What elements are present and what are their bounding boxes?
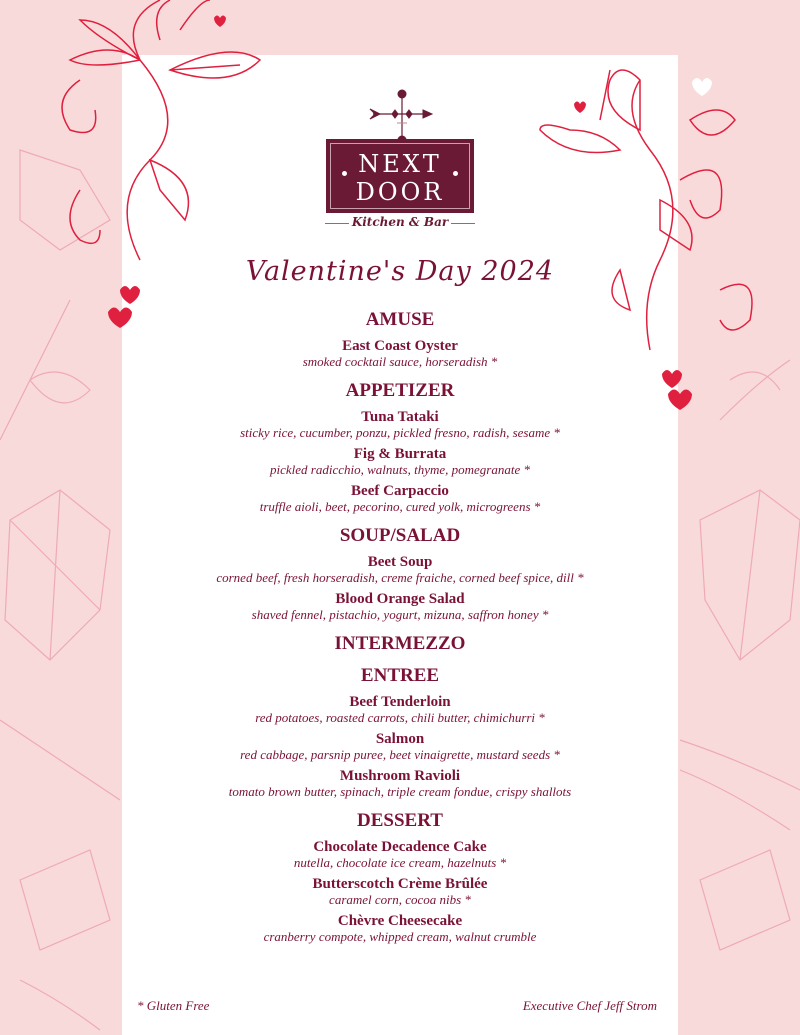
menu-item	[122, 876, 678, 908]
menu-item-name: Blood Orange Salad	[335, 591, 465, 607]
next-door-logo	[325, 85, 475, 235]
menu-item	[122, 694, 678, 726]
page-title: Valentine's Day 2024	[245, 256, 555, 287]
menu-item-description: caramel corn, cocoa nibs *	[329, 892, 471, 907]
menu-item-description: shaved fennel, pistachio, yogurt, mizuna, saffron honey *	[251, 607, 549, 622]
menu-item-name: Beef Carpaccio	[351, 483, 449, 499]
gluten-free-note: * Gluten Free	[137, 998, 210, 1013]
menu-item-name: Butterscotch Crème Brûlée	[312, 876, 488, 892]
menu-item-description: smoked cocktail sauce, horseradish *	[302, 354, 498, 369]
logo-line-1: NEXT	[358, 150, 442, 178]
menu-item	[122, 913, 678, 945]
menu-item-name: Beef Tenderloin	[349, 694, 451, 710]
menu-item-name: East Coast Oyster	[342, 338, 458, 354]
menu-item-description: sticky rice, cucumber, ponzu, pickled fresno, radish, sesame *	[240, 425, 560, 440]
logo-plate	[326, 139, 474, 213]
logo-line-2: DOOR	[355, 178, 445, 206]
menu-item-name: Chocolate Decadence Cake	[313, 839, 487, 855]
menu-item-description: nutella, chocolate ice cream, hazelnuts *	[293, 855, 507, 870]
menu-item-description: pickled radicchio, walnuts, thyme, pomegranate *	[270, 462, 530, 477]
menu-list	[122, 309, 678, 950]
menu-item-name: Mushroom Ravioli	[339, 768, 461, 784]
menu-item	[122, 338, 678, 370]
menu-item	[122, 446, 678, 478]
menu-item-description: tomato brown butter, spinach, triple cream fondue, crispy shallots	[228, 784, 572, 799]
section-heading: INTERMEZZO	[334, 633, 466, 654]
menu-item-name: Tuna Tataki	[361, 409, 439, 425]
menu-item-description: cranberry compote, whipped cream, walnut crumble	[263, 929, 537, 944]
section-heading: DESSERT	[357, 810, 443, 831]
menu-item	[122, 768, 678, 800]
section-heading: ENTREE	[360, 665, 440, 686]
menu-item-description: corned beef, fresh horseradish, creme fraiche, corned beef spice, dill *	[216, 570, 584, 585]
section-heading: APPETIZER	[345, 380, 455, 401]
menu-item	[122, 554, 678, 586]
menu-item	[122, 409, 678, 441]
menu-item-description: truffle aioli, beet, pecorino, cured yolk, microgreens *	[259, 499, 541, 514]
menu-item-name: Beet Soup	[367, 554, 433, 570]
menu-item-name: Chèvre Cheesecake	[337, 913, 463, 929]
section-heading: SOUP/SALAD	[339, 525, 461, 546]
menu-item-name: Fig & Burrata	[353, 446, 447, 462]
section-heading: AMUSE	[365, 309, 435, 330]
menu-item-description: red cabbage, parsnip puree, beet vinaigrette, mustard seeds *	[240, 747, 560, 762]
chef-credit: Executive Chef Jeff Strom	[522, 998, 657, 1013]
menu-item	[122, 483, 678, 515]
menu-item	[122, 839, 678, 871]
menu-item	[122, 731, 678, 763]
menu-item-name: Salmon	[375, 731, 425, 747]
weathervane-icon	[325, 85, 475, 141]
logo-subtitle: Kitchen & Bar	[325, 215, 475, 229]
menu-item	[122, 591, 678, 623]
menu-item-description: red potatoes, roasted carrots, chili butter, chimichurri *	[255, 710, 545, 725]
